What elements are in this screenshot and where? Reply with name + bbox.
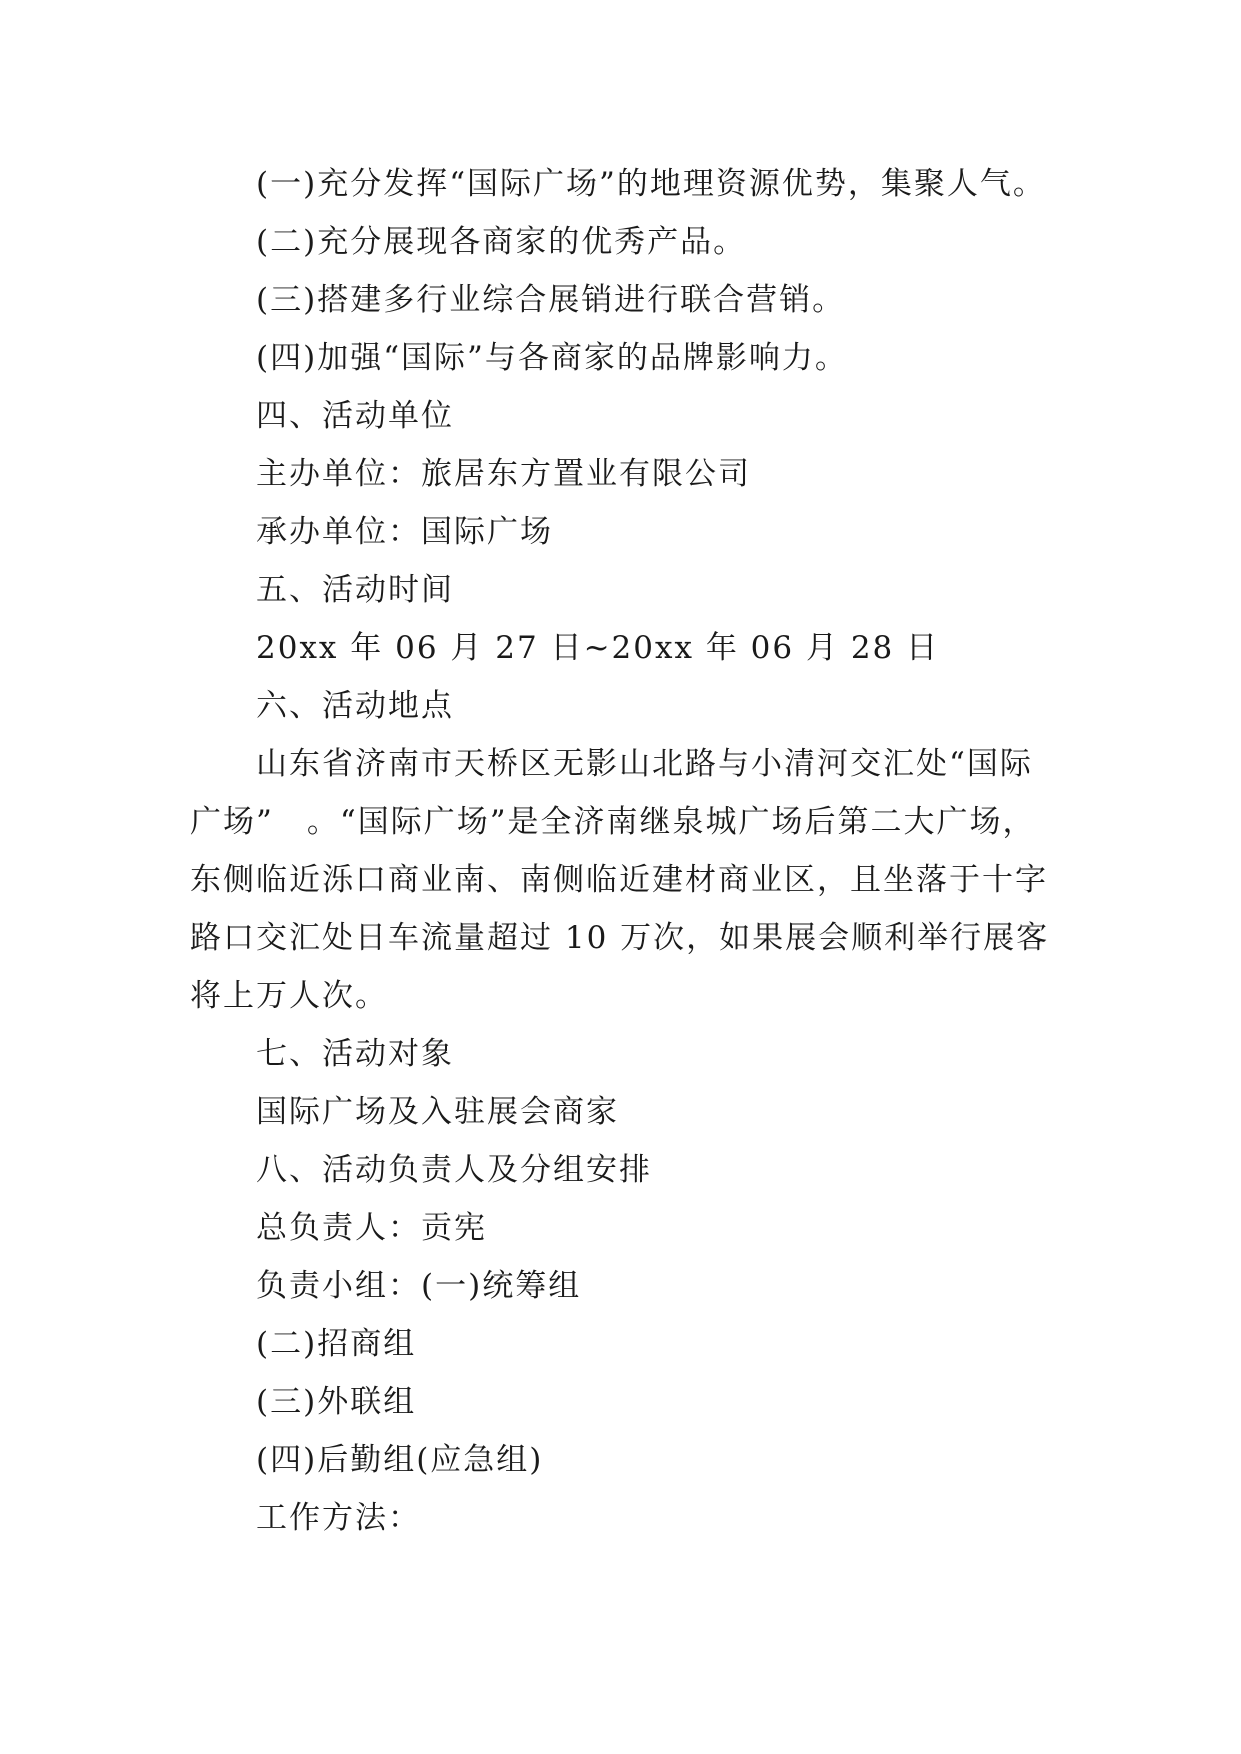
paragraph-line: 东侧临近泺口商业南、南侧临近建材商业区，且坐落于十字 (190, 862, 1048, 898)
goal-item-1: (一)充分发挥“国际广场”的地理资源优势，集聚人气。 (256, 166, 1046, 202)
group-line-3: (三)外联组 (256, 1384, 417, 1420)
document-body (190, 155, 1060, 1547)
event-date-range: 20xx 年 06 月 27 日~20xx 年 06 月 28 日 (256, 630, 940, 666)
section-heading-location: 六、活动地点 (256, 688, 454, 724)
section-heading-audience: 七、活动对象 (256, 1036, 454, 1072)
location-paragraph (190, 735, 1060, 1025)
paragraph-line: 将上万人次。 (190, 978, 388, 1014)
goal-item-4: (四)加强“国际”与各商家的品牌影响力。 (256, 340, 848, 376)
audience-line: 国际广场及入驻展会商家 (256, 1094, 619, 1130)
paragraph-line: 路口交汇处日车流量超过 10 万次，如果展会顺利举行展客 (190, 920, 1050, 956)
section-heading-time: 五、活动时间 (256, 572, 454, 608)
organizer-line: 主办单位：旅居东方置业有限公司 (256, 456, 751, 492)
goal-item-3: (三)搭建多行业综合展销进行联合营销。 (256, 282, 846, 318)
paragraph-line: 广场” 。“国际广场”是全济南继泉城广场后第二大广场， (190, 804, 1036, 840)
section-heading-units: 四、活动单位 (256, 398, 454, 434)
co-organizer-line: 承办单位：国际广场 (256, 514, 553, 550)
group-line-4: (四)后勤组(应急组) (256, 1442, 544, 1478)
group-line-1: 负责小组：(一)统筹组 (256, 1268, 582, 1304)
paragraph-line: 山东省济南市天桥区无影山北路与小清河交汇处“国际 (256, 746, 1033, 782)
section-heading-organization: 八、活动负责人及分组安排 (256, 1152, 652, 1188)
goal-item-2: (二)充分展现各商家的优秀产品。 (256, 224, 747, 260)
group-line-2: (二)招商组 (256, 1326, 417, 1362)
lead-person-line: 总负责人：贡宪 (256, 1210, 487, 1246)
work-method-heading: 工作方法： (256, 1500, 421, 1536)
